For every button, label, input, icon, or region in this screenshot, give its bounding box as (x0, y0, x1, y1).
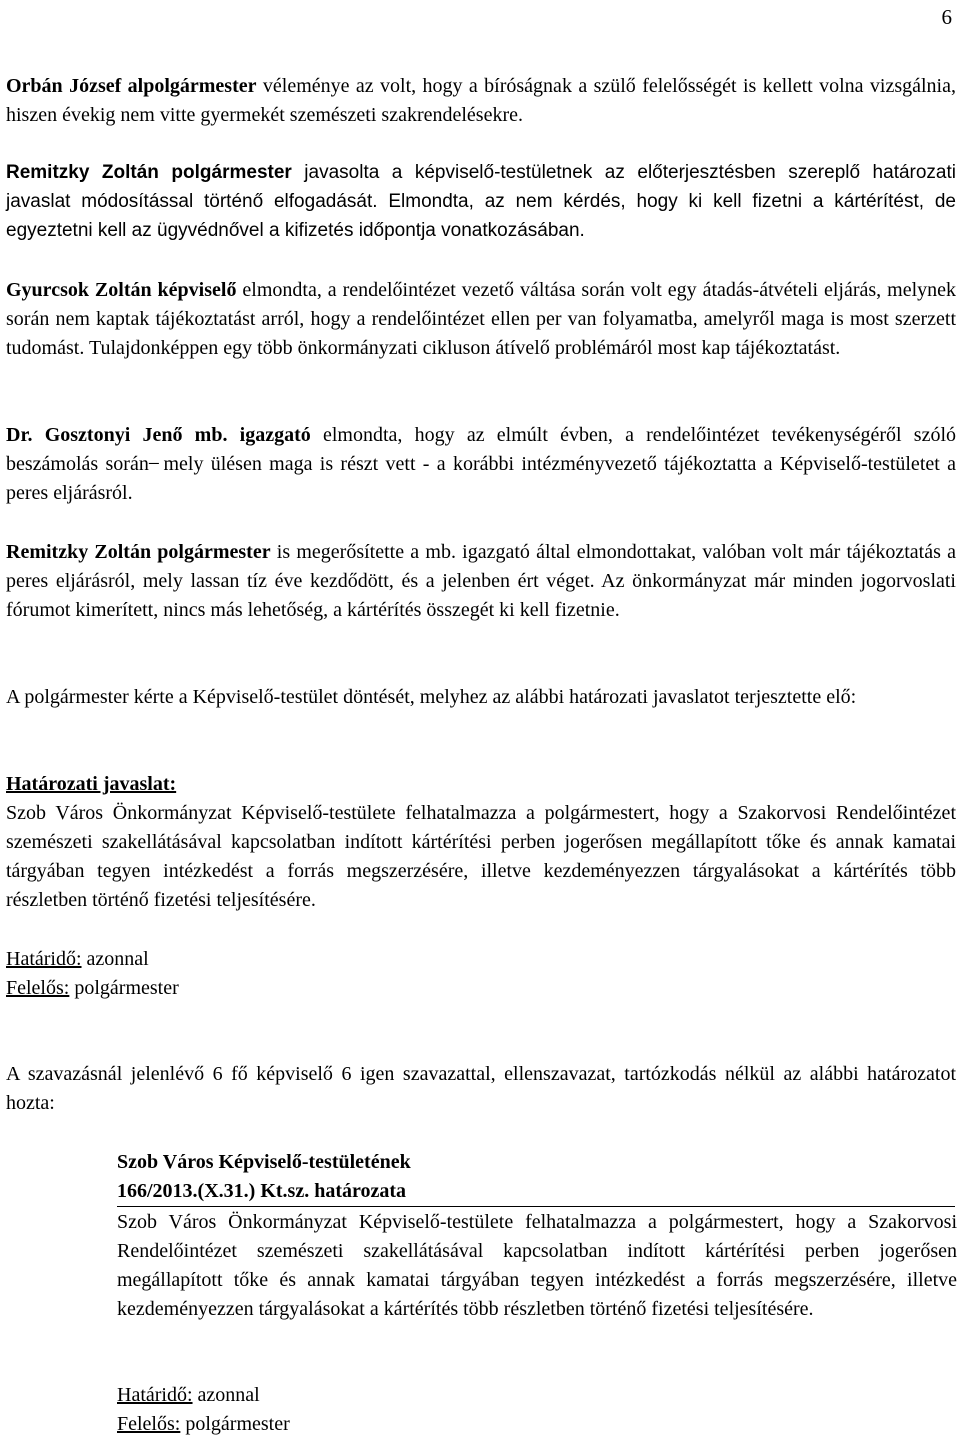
speaker-name: Dr. Gosztonyi Jenő mb. igazgató (6, 424, 311, 446)
speaker-name: Orbán József alpolgármester (6, 75, 257, 97)
vote-text: A szavazásnál jelenlévő 6 fő képviselő 6 igen szavazattal, ellenszavazat, tartózkodás nélkül az alábbi határozatot hozta: (6, 1063, 956, 1114)
resolution-title-line2: 166/2013.(X.31.) Kt.sz. határozata (117, 1180, 407, 1202)
speaker-name: Remitzky Zoltán polgármester (6, 162, 292, 183)
paragraph-text (6, 158, 956, 245)
paragraph-remitzky-1 (6, 158, 956, 245)
paragraph-text (6, 538, 956, 625)
responsible-value: polgármester (69, 977, 179, 999)
paragraph-remitzky-2 (6, 538, 956, 625)
paragraph-gosztonyi (6, 421, 956, 508)
proposal-deadline-block (6, 945, 956, 1003)
deadline-label: Határidő: (6, 948, 82, 970)
resolution-text: Szob Város Önkormányzat Képviselő-testülete felhatalmazza a polgármestert, hogy a Szakorvosi Rendelőintézet szemészeti szakellátásával kapcsolatban indított kártérítési perben jogerősen megállapított tőke és annak kamatai tárgyában tegyen intézkedést a forrás megszerzésére, illetve kezdeményezzen tárgyalásokat a kártérítés több részletben történő fizetési teljesítésére. (117, 1211, 957, 1320)
statement-text: javasolta a képviselő-testületnek az előterjesztésben szereplő határozati javaslat módosítással történő elfogadását. Elmondta, az nem kérdés, hogy ki kell fizetni a kártérítést, de egyeztetni kell az ügyvédnővel a kifizetés időpontja vonatkozásában. (6, 162, 956, 241)
resolution-body (117, 1208, 957, 1324)
paragraph-request (6, 683, 956, 712)
statement-text: véleménye az volt, hogy a bíróságnak a szülő felelősségét is kellett volna vizsgálnia, hiszen évekig nem vitte gyermekét szemészeti szakrendelésekre. (6, 75, 956, 126)
paragraph-text (6, 72, 956, 130)
vote-paragraph (6, 1060, 956, 1118)
deadline-label: Határidő: (117, 1384, 193, 1406)
statement-text: elmondta, hogy az elmúlt évben, a rendelőintézet tevékenységéről szóló beszámolás során ̶ mely ülésen maga is részt vett - a korábbi intézményvezető tájékoztatta a Képviselő-testületet a peres eljárásról. (6, 424, 957, 504)
proposal-text: Szob Város Önkormányzat Képviselő-testülete felhatalmazza a polgármestert, hogy a Szakorvosi Rendelőintézet szemészeti szakellátásával kapcsolatban indított kártérítési perben jogerősen megállapított tőke és annak kamatai tárgyában tegyen intézkedést a forrás megszerzésére, illetve kezdeményezzen tárgyalásokat a kártérítés több részletben történő fizetési teljesítésére. (6, 802, 956, 911)
proposal-section (6, 770, 956, 915)
responsible-label: Felelős: (117, 1413, 181, 1435)
paragraph-gyurcsok (6, 276, 956, 363)
paragraph-text (6, 276, 956, 363)
proposal-heading: Határozati javaslat: (6, 773, 177, 795)
speaker-name: Remitzky Zoltán polgármester (6, 541, 271, 563)
deadline-value: azonnal (81, 948, 149, 970)
resolution-title-line1: Szob Város Képviselő-testületének (117, 1151, 411, 1173)
page-number: 6 (941, 5, 952, 29)
speaker-name: Gyurcsok Zoltán képviselő (6, 279, 237, 301)
deadline-value: azonnal (192, 1384, 260, 1406)
paragraph-text (6, 421, 956, 508)
statement-text: elmondta, a rendelőintézet vezető váltása során volt egy átadás-átvételi eljárás, melynek során nem kaptak tájékoztatást arról, hogy a rendelőintézet ellen per van folyamatba, amelyről maga is most szerzett tudomást. Tulajdonképpen egy több önkormányzati cikluson átívelő problémáról most kap tájékoztatást. (6, 279, 956, 359)
responsible-value: polgármester (180, 1413, 290, 1435)
responsible-label: Felelős: (6, 977, 70, 999)
paragraph-orban (6, 72, 956, 130)
resolution-divider (117, 1206, 955, 1207)
paragraph-text: A polgármester kérte a Képviselő-testület döntését, melyhez az alábbi határozati javaslatot terjesztette elő: (6, 686, 857, 708)
resolution-deadline-block (117, 1381, 957, 1439)
resolution-title (117, 1148, 957, 1206)
statement-text: is megerősítette a mb. igazgató által elmondottakat, valóban volt már tájékoztatás a peres eljárásról, mely lassan tíz éve kezdődött, és a jelenben ért véget. Az önkormányzat már minden jogorvoslati fórumot kimerített, nincs más lehetőség, a kártérítés összegét ki kell fizetnie. (6, 541, 956, 621)
